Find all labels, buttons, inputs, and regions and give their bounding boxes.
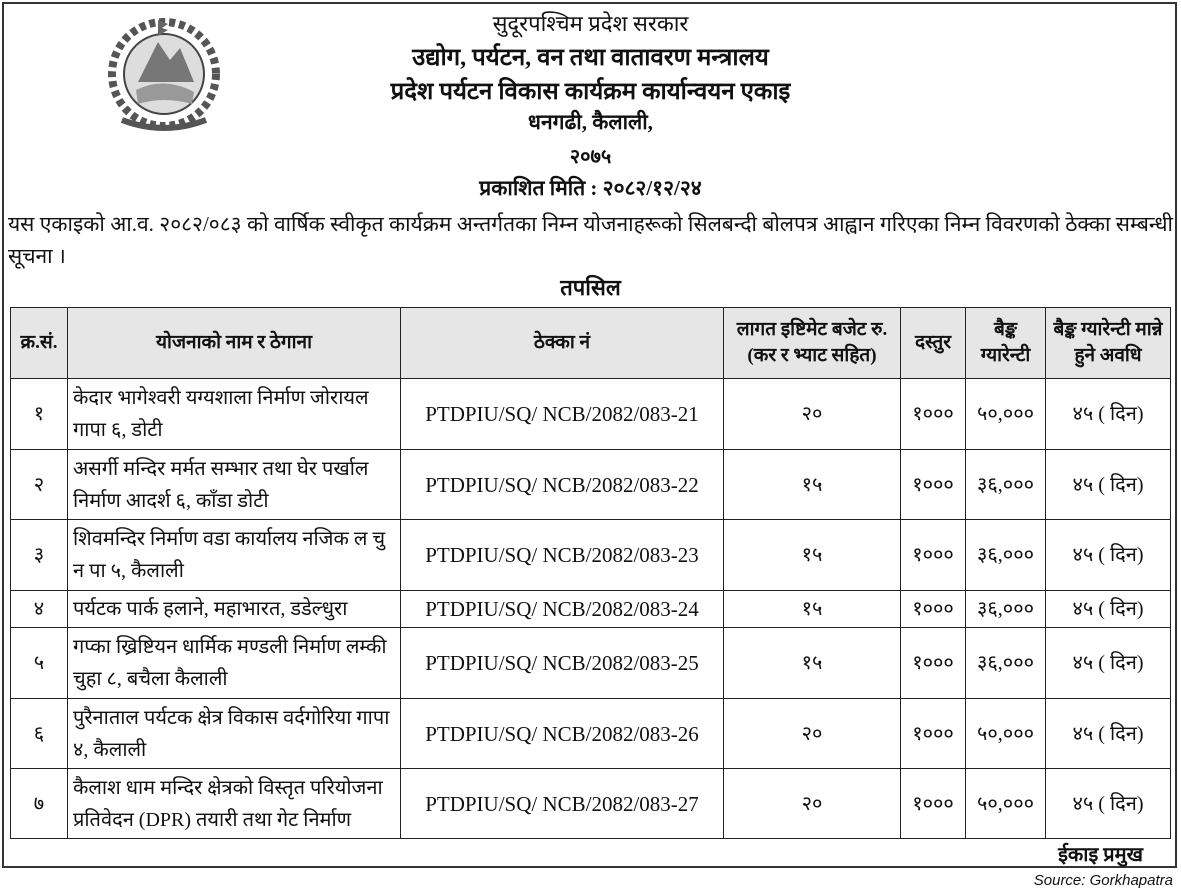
cell-name: पर्यटक पार्क हलाने, महाभारत, डडेल्धुरा — [68, 591, 401, 628]
table-header-row — [11, 308, 1171, 379]
government-name: सुदूरपश्चिम प्रदेश सरकार — [492, 11, 689, 36]
location: धनगढी, कैलाली, — [528, 110, 653, 134]
cell-sn: ४ — [11, 591, 68, 628]
cell-period: ४५ ( दिन) — [1046, 628, 1171, 699]
cell-budget: २० — [724, 699, 901, 769]
cell-name: असर्गी मन्दिर मर्मत सम्भार तथा घेर पर्खाल निर्माण आदर्श ६, काँडा डोटी — [68, 450, 401, 520]
source-credit: Source: Gorkhapatra — [1033, 872, 1173, 889]
cell-period: ४५ ( दिन) — [1046, 379, 1171, 450]
cell-name: गप्का ख्रिष्टियन धार्मिक मण्डली निर्माण लम्की चुहा ८, बचैला कैलाली — [68, 628, 401, 699]
cell-name: पुरैनाताल पर्यटक क्षेत्र विकास वर्दगोरिया गापा ४, कैलाली — [68, 699, 401, 769]
cell-fee: १००० — [901, 520, 966, 591]
col-guarantee: बैङ्क ग्यारेन्टी — [966, 308, 1046, 379]
col-period: बैङ्क ग्यारेन्टी मान्ने हुने अवधि — [1046, 308, 1171, 379]
cell-sn: ३ — [11, 520, 68, 591]
ministry-name: उद्योग, पर्यटन, वन तथा वातावरण मन्त्रालय — [412, 45, 769, 71]
cell-budget: १५ — [724, 628, 901, 699]
cell-name: केदार भागेश्वरी यग्यशाला निर्माण जोरायल गापा ६, डोटी — [68, 379, 401, 450]
cell-guarantee: ५०,००० — [966, 379, 1046, 450]
cell-period: ४५ ( दिन) — [1046, 450, 1171, 520]
table-row — [11, 699, 1171, 769]
intro-paragraph: यस एकाइको आ.व. २०८२/०८३ को वार्षिक स्वीकृत कार्यक्रम अन्तर्गतका निम्न योजनाहरूको सिलबन्दी बोलपत्र आह्वान गरिएका निम्न विवरणको ठेक्का सम्बन्धी सूचना । — [8, 212, 1173, 268]
col-fee: दस्तुर — [901, 308, 966, 379]
cell-name: कैलाश धाम मन्दिर क्षेत्रको विस्तृत परियोजना प्रतिवेदन (DPR) तयारी तथा गेट निर्माण — [68, 769, 401, 839]
cell-name: शिवमन्दिर निर्माण वडा कार्यालय नजिक ल चु न पा ५, कैलाली — [68, 520, 401, 591]
cell-sn: ७ — [11, 769, 68, 839]
cell-budget: १५ — [724, 591, 901, 628]
table-row — [11, 628, 1171, 699]
cell-contract: PTDPIU/SQ/ NCB/2082/083-25 — [401, 628, 724, 699]
table-row — [11, 520, 1171, 591]
col-budget: लागत इष्टिमेट बजेट रु.(कर र भ्याट सहित) — [724, 308, 901, 379]
cell-period: ४५ ( दिन) — [1046, 591, 1171, 628]
cell-period: ४५ ( दिन) — [1046, 520, 1171, 591]
signature: ईकाइ प्रमुख — [1058, 844, 1143, 866]
table-row — [11, 591, 1171, 628]
cell-period: ४५ ( दिन) — [1046, 769, 1171, 839]
cell-fee: १००० — [901, 591, 966, 628]
cell-sn: १ — [11, 379, 68, 450]
tender-table — [10, 307, 1171, 839]
table-row — [11, 769, 1171, 839]
cell-fee: १००० — [901, 628, 966, 699]
cell-budget: १५ — [724, 520, 901, 591]
published-date: प्रकाशित मिति : २०८२/१२/२४ — [479, 176, 702, 200]
year: २०७५ — [569, 146, 612, 168]
cell-fee: १००० — [901, 379, 966, 450]
cell-guarantee: ३६,००० — [966, 591, 1046, 628]
table-title: तपसिल — [560, 275, 621, 300]
cell-fee: १००० — [901, 699, 966, 769]
cell-guarantee: ५०,००० — [966, 769, 1046, 839]
cell-guarantee: ३६,००० — [966, 520, 1046, 591]
table-row — [11, 379, 1171, 450]
cell-sn: ५ — [11, 628, 68, 699]
cell-contract: PTDPIU/SQ/ NCB/2082/083-22 — [401, 450, 724, 520]
cell-sn: ६ — [11, 699, 68, 769]
cell-contract: PTDPIU/SQ/ NCB/2082/083-23 — [401, 520, 724, 591]
cell-fee: १००० — [901, 450, 966, 520]
col-name: योजनाको नाम र ठेगाना — [68, 308, 401, 379]
unit-name: प्रदेश पर्यटन विकास कार्यक्रम कार्यान्वयन एकाइ — [390, 79, 791, 105]
cell-budget: २० — [724, 379, 901, 450]
cell-period: ४५ ( दिन) — [1046, 699, 1171, 769]
cell-guarantee: ३६,००० — [966, 628, 1046, 699]
cell-guarantee: ५०,००० — [966, 699, 1046, 769]
cell-guarantee: ३६,००० — [966, 450, 1046, 520]
table-row — [11, 450, 1171, 520]
cell-contract: PTDPIU/SQ/ NCB/2082/083-27 — [401, 769, 724, 839]
col-contract: ठेक्का नं — [401, 308, 724, 379]
cell-budget: २० — [724, 769, 901, 839]
cell-contract: PTDPIU/SQ/ NCB/2082/083-24 — [401, 591, 724, 628]
cell-contract: PTDPIU/SQ/ NCB/2082/083-26 — [401, 699, 724, 769]
col-sn: क्र.सं. — [11, 308, 68, 379]
cell-contract: PTDPIU/SQ/ NCB/2082/083-21 — [401, 379, 724, 450]
cell-budget: १५ — [724, 450, 901, 520]
cell-fee: १००० — [901, 769, 966, 839]
cell-sn: २ — [11, 450, 68, 520]
